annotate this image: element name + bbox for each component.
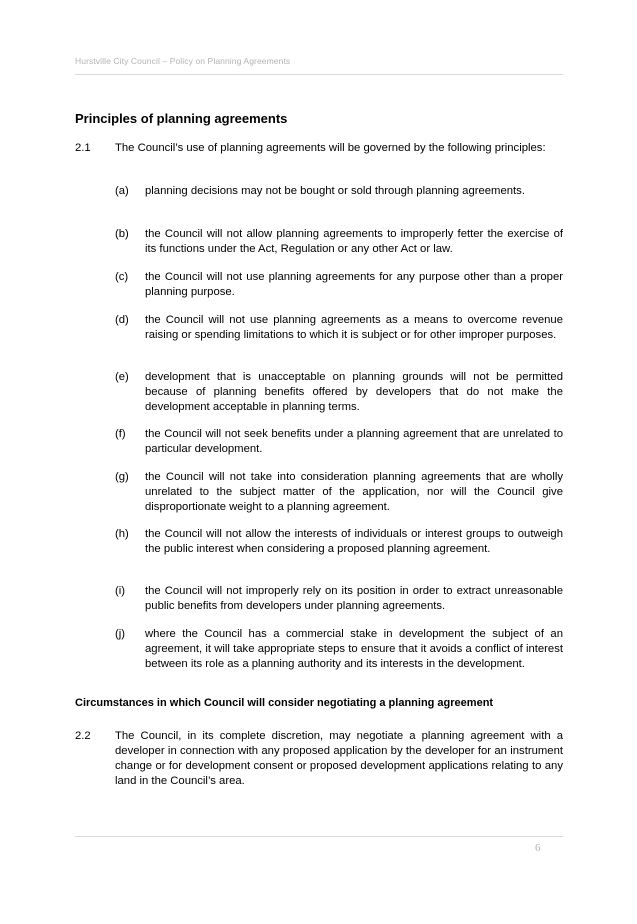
list-item-label: (d) bbox=[115, 314, 129, 326]
list-item-label: (h) bbox=[115, 528, 129, 540]
paragraph-number: 2.2 bbox=[75, 730, 91, 742]
list-item-label: (c) bbox=[115, 271, 129, 283]
paragraph-number: 2.1 bbox=[75, 142, 91, 154]
page-number: 6 bbox=[535, 842, 541, 854]
section-heading-circumstances: Circumstances in which Council will consider negotiating a planning agreement bbox=[75, 697, 494, 709]
list-item-d bbox=[115, 313, 563, 343]
list-item-label: (e) bbox=[115, 371, 129, 383]
running-header: Hurstville City Council – Policy on Planning Agreements bbox=[75, 56, 291, 66]
list-item-text: where the Council has a commercial stake in development the subject of an agreement, it will take appropriate steps to ensure that it avoids a conflict of interest between its role as a planning authority and its interests in the development. bbox=[145, 628, 563, 670]
list-item-i bbox=[115, 584, 563, 614]
list-item-text: planning decisions may not be bought or sold through planning agreements. bbox=[145, 185, 525, 197]
footer-divider bbox=[75, 836, 563, 837]
list-item-text: the Council will not allow the interests of individuals or interest groups to outweigh the public interest when considering a proposed planning agreement. bbox=[145, 528, 563, 555]
list-item-text: development that is unacceptable on planning grounds will not be permitted because of planning benefits offered by developers that do not make the development acceptable in planning terms. bbox=[145, 371, 563, 413]
list-item-f bbox=[115, 427, 563, 457]
list-item-j bbox=[115, 627, 563, 672]
list-item-e bbox=[115, 370, 563, 415]
list-item-text: the Council will not take into consideration planning agreements that are wholly unrelated to the subject matter of the application, nor will the Council give disproportionate weight to a planning agreement. bbox=[145, 471, 563, 513]
paragraph-2-2 bbox=[75, 729, 563, 789]
list-item-c bbox=[115, 270, 563, 300]
paragraph-2-1 bbox=[75, 141, 563, 156]
list-item-b bbox=[115, 227, 563, 257]
list-item-text: the Council will not use planning agreements for any purpose other than a proper planning purpose. bbox=[145, 271, 563, 298]
paragraph-text: The Council’s use of planning agreements will be governed by the following principles: bbox=[115, 142, 546, 154]
list-item-label: (f) bbox=[115, 428, 126, 440]
list-item-h bbox=[115, 527, 563, 557]
list-item-text: the Council will not use planning agreements as a means to overcome revenue raising or spending limitations to which it is subject or for other improper purposes. bbox=[145, 314, 563, 341]
list-item-label: (a) bbox=[115, 185, 129, 197]
list-item-text: the Council will not seek benefits under a planning agreement that are unrelated to particular development. bbox=[145, 428, 563, 455]
list-item-label: (j) bbox=[115, 628, 126, 640]
list-item-text: the Council will not allow planning agreements to improperly fetter the exercise of its functions under the Act, Regulation or any other Act or law. bbox=[145, 228, 563, 255]
paragraph-text: The Council, in its complete discretion, may negotiate a planning agreement with a developer in connection with any proposed application by the developer for an instrument change or for development consent or proposed development applications relating to any land in the Council’s area. bbox=[115, 730, 563, 787]
section-heading-principles: Principles of planning agreements bbox=[75, 111, 288, 126]
list-item-a bbox=[115, 184, 563, 199]
header-divider bbox=[75, 74, 563, 75]
list-item-label: (b) bbox=[115, 228, 129, 240]
list-item-label: (i) bbox=[115, 585, 126, 597]
list-item-label: (g) bbox=[115, 471, 129, 483]
list-item-g bbox=[115, 470, 563, 515]
list-item-text: the Council will not improperly rely on its position in order to extract unreasonable public benefits from developers under planning agreements. bbox=[145, 585, 563, 612]
